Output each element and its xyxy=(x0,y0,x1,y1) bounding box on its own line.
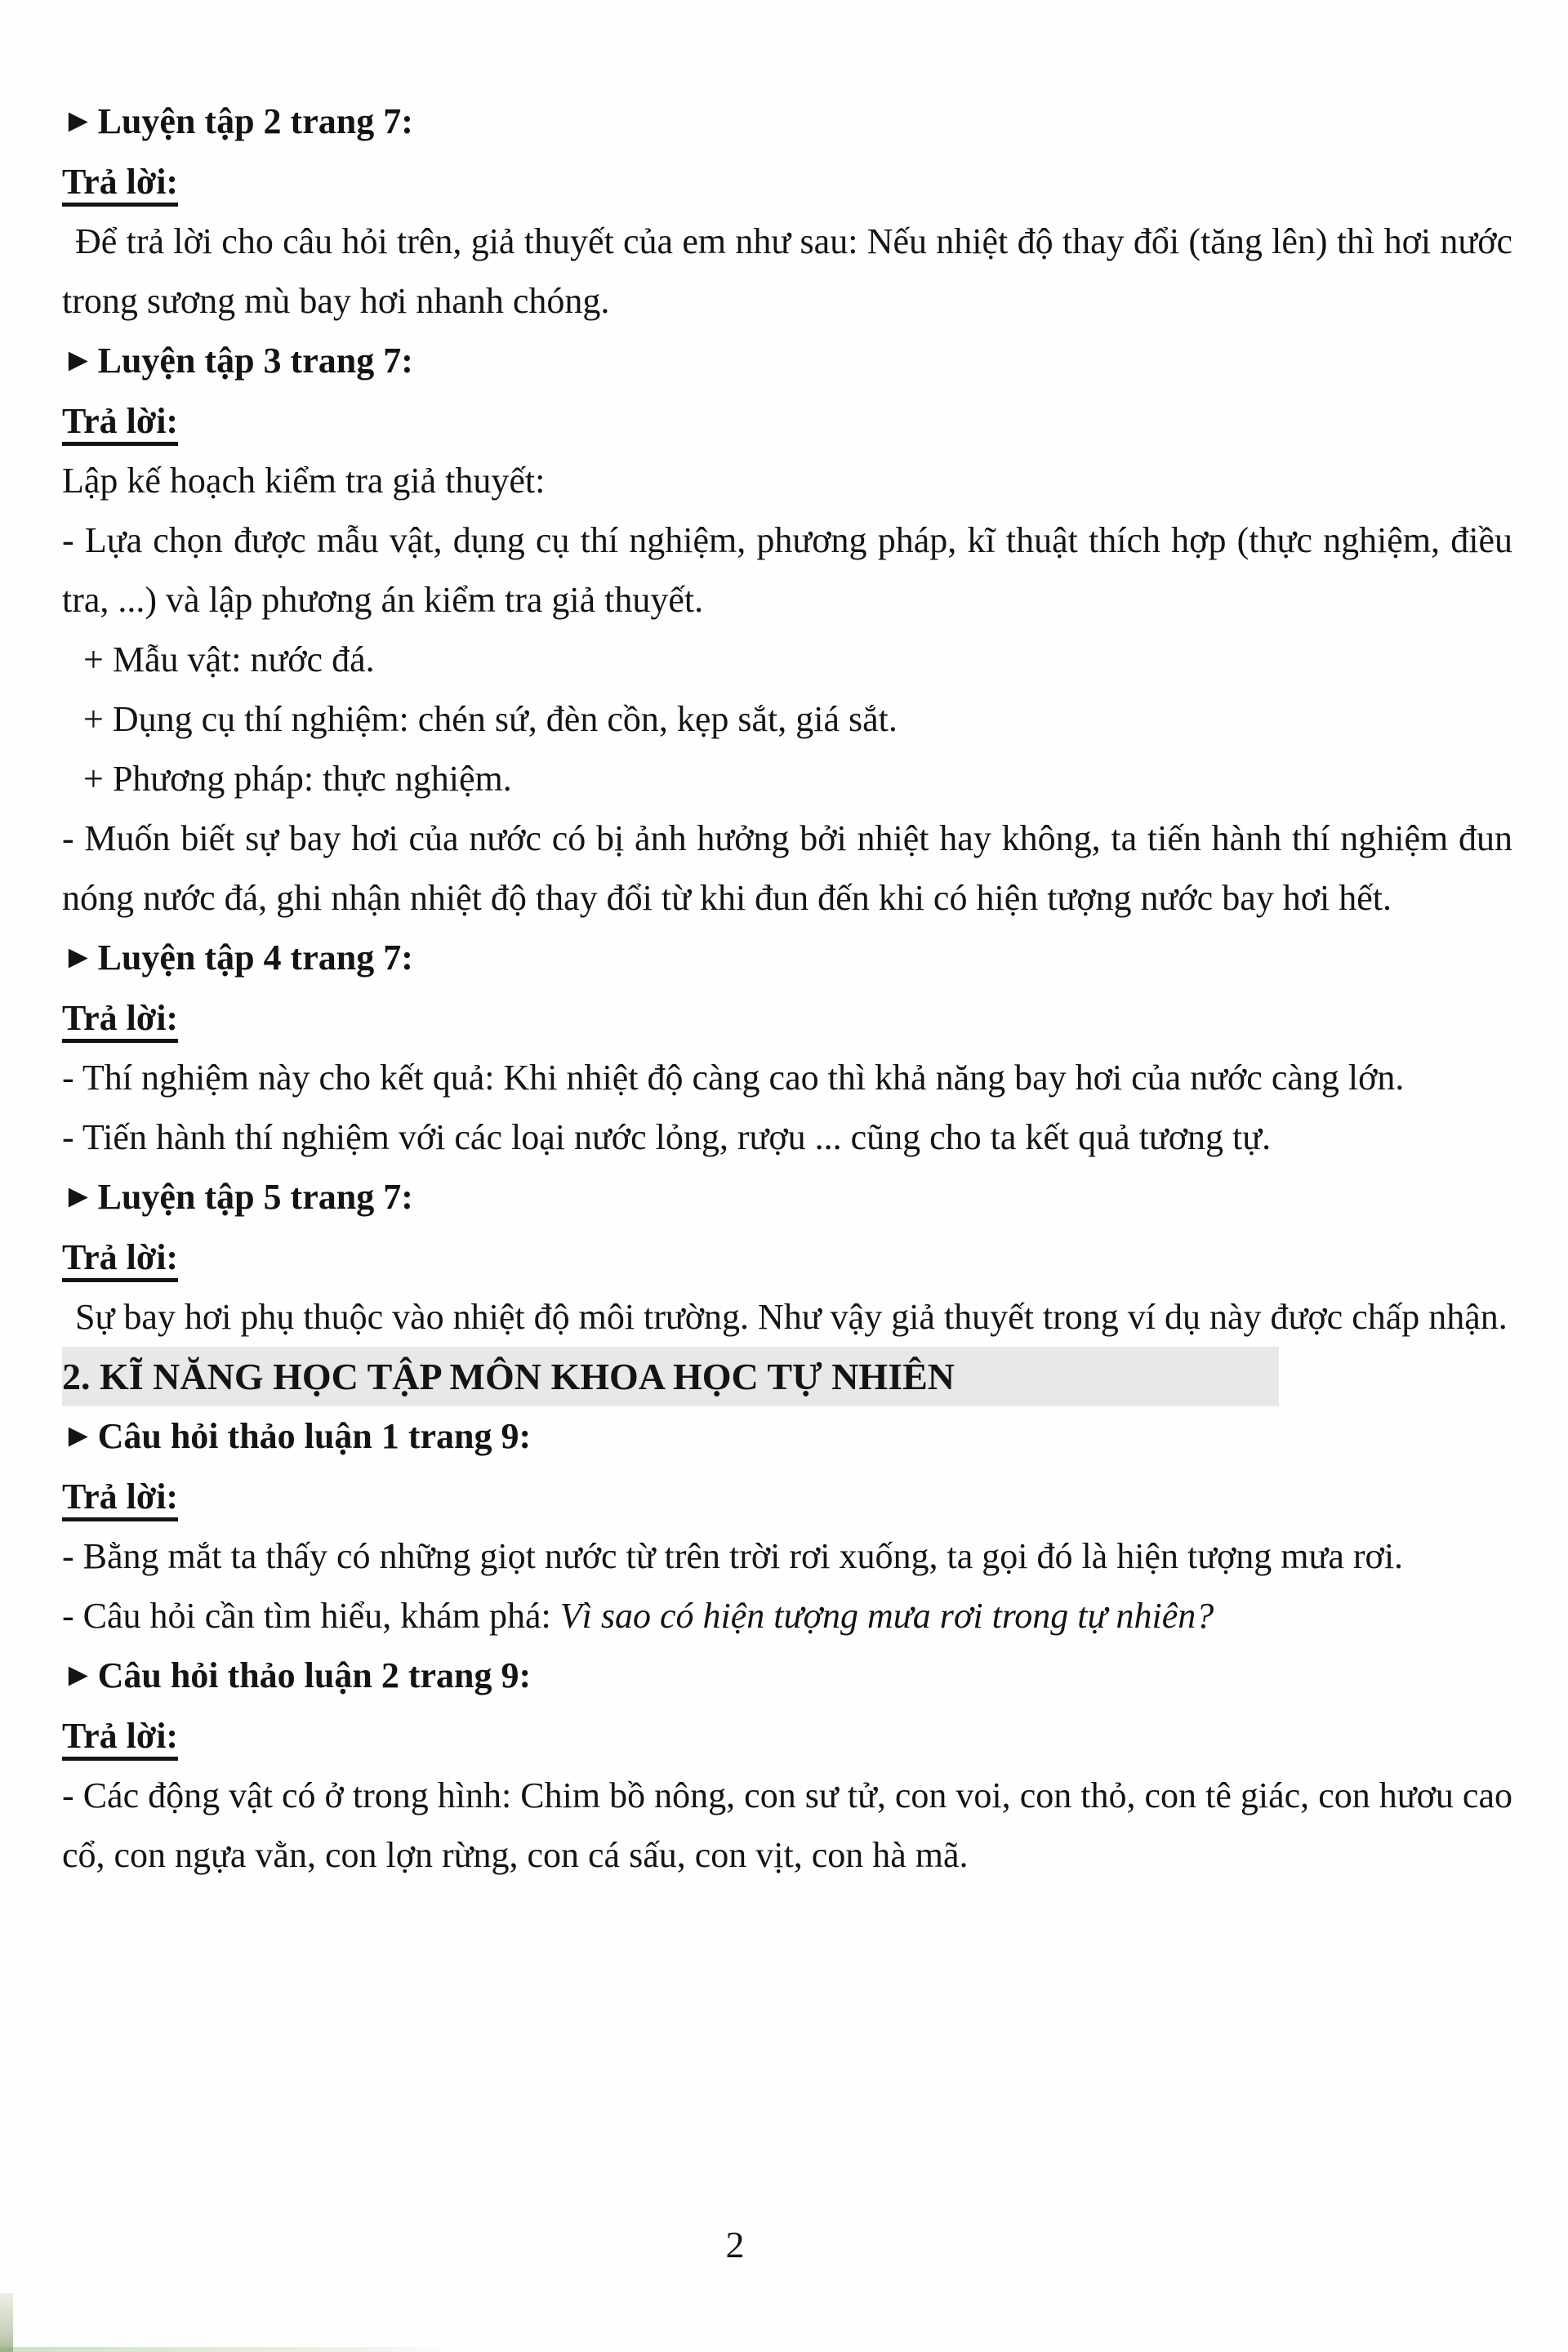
heading-text: Luyện tập 4 trang 7: xyxy=(97,938,413,978)
heading-text: Luyện tập 2 trang 7: xyxy=(97,101,413,141)
italic-question: Vì sao có hiện tượng mưa rơi trong tự nhiên? xyxy=(559,1596,1214,1636)
scan-artifact xyxy=(0,2293,13,2352)
sub-item: + Mẫu vật: nước đá. xyxy=(83,639,375,679)
answer-label xyxy=(62,152,1512,212)
heading-text: Câu hỏi thảo luận 1 trang 9: xyxy=(97,1416,532,1456)
page-number: 2 xyxy=(725,2224,745,2265)
exercise-heading xyxy=(62,928,1512,988)
heading-text: Luyện tập 5 trang 7: xyxy=(97,1177,413,1217)
answer-label xyxy=(62,391,1512,451)
heading-text: Câu hỏi thảo luận 2 trang 9: xyxy=(97,1655,532,1695)
arrow-marker-icon: ► xyxy=(62,938,95,975)
answer-label xyxy=(62,1706,1512,1766)
discussion-heading xyxy=(62,1406,1512,1467)
answer-label xyxy=(62,1467,1512,1526)
paragraph: Sự bay hơi phụ thuộc vào nhiệt độ môi trường. Như vậy giả thuyết trong ví dụ này được chấp nhận. xyxy=(75,1297,1508,1337)
paragraph-with-italic xyxy=(62,1586,1512,1646)
answer-label-text: Trả lời: xyxy=(62,162,178,207)
paragraph-prefix: - Câu hỏi cần tìm hiểu, khám phá: xyxy=(62,1596,560,1636)
paragraph: - Thí nghiệm này cho kết quả: Khi nhiệt độ càng cao thì khả năng bay hơi của nước càng lớn. xyxy=(62,1058,1405,1098)
paragraph: Để trả lời cho câu hỏi trên, giả thuyết của em như sau: Nếu nhiệt độ thay đổi (tăng lên) thì hơi nước trong sương mù bay hơi nhanh chóng. xyxy=(62,221,1512,321)
paragraph: - Tiến hành thí nghiệm với các loại nước lỏng, rượu ... cũng cho ta kết quả tương tự. xyxy=(62,1117,1272,1157)
answer-label-text: Trả lời: xyxy=(62,1237,178,1282)
arrow-marker-icon: ► xyxy=(62,341,95,378)
sub-item: + Dụng cụ thí nghiệm: chén sứ, đèn cồn, kẹp sắt, giá sắt. xyxy=(83,699,898,739)
answer-label-text: Trả lời: xyxy=(62,1716,178,1761)
sub-item: + Phương pháp: thực nghiệm. xyxy=(83,759,512,799)
section-heading: 2. KĨ NĂNG HỌC TẬP MÔN KHOA HỌC TỰ NHIÊN xyxy=(62,1347,1279,1406)
answer-label xyxy=(62,1227,1512,1287)
paragraph: - Lựa chọn được mẫu vật, dụng cụ thí nghiệm, phương pháp, kĩ thuật thích hợp (thực nghiệm, điều tra, ...) và lập phương án kiểm tra giả thuyết. xyxy=(62,520,1512,620)
arrow-marker-icon: ► xyxy=(62,1656,95,1693)
exercise-heading xyxy=(62,91,1512,152)
discussion-heading xyxy=(62,1646,1512,1706)
heading-text: Luyện tập 3 trang 7: xyxy=(97,341,413,381)
paragraph: - Muốn biết sự bay hơi của nước có bị ảnh hưởng bởi nhiệt hay không, ta tiến hành thí nghiệm đun nóng nước đá, ghi nhận nhiệt độ thay đổi từ khi đun đến khi có hiện tượng nước bay hơi hết. xyxy=(62,818,1512,918)
scan-artifact xyxy=(0,2347,457,2352)
exercise-heading xyxy=(62,1167,1512,1227)
paragraph: Lập kế hoạch kiểm tra giả thuyết: xyxy=(62,461,546,501)
arrow-marker-icon: ► xyxy=(62,1417,95,1454)
arrow-marker-icon: ► xyxy=(62,1178,95,1214)
arrow-marker-icon: ► xyxy=(62,102,95,139)
exercise-heading xyxy=(62,331,1512,391)
answer-label-text: Trả lời: xyxy=(62,998,178,1043)
answer-label-text: Trả lời: xyxy=(62,1477,178,1521)
paragraph: - Các động vật có ở trong hình: Chim bồ nông, con sư tử, con voi, con thỏ, con tê giác, con hươu cao cổ, con ngựa vằn, con lợn rừng, con cá sấu, con vịt, con hà mã. xyxy=(62,1775,1512,1875)
answer-label-text: Trả lời: xyxy=(62,401,178,446)
answer-label xyxy=(62,988,1512,1048)
paragraph: - Bằng mắt ta thấy có những giọt nước từ trên trời rơi xuống, ta gọi đó là hiện tượng mưa rơi. xyxy=(62,1536,1404,1576)
